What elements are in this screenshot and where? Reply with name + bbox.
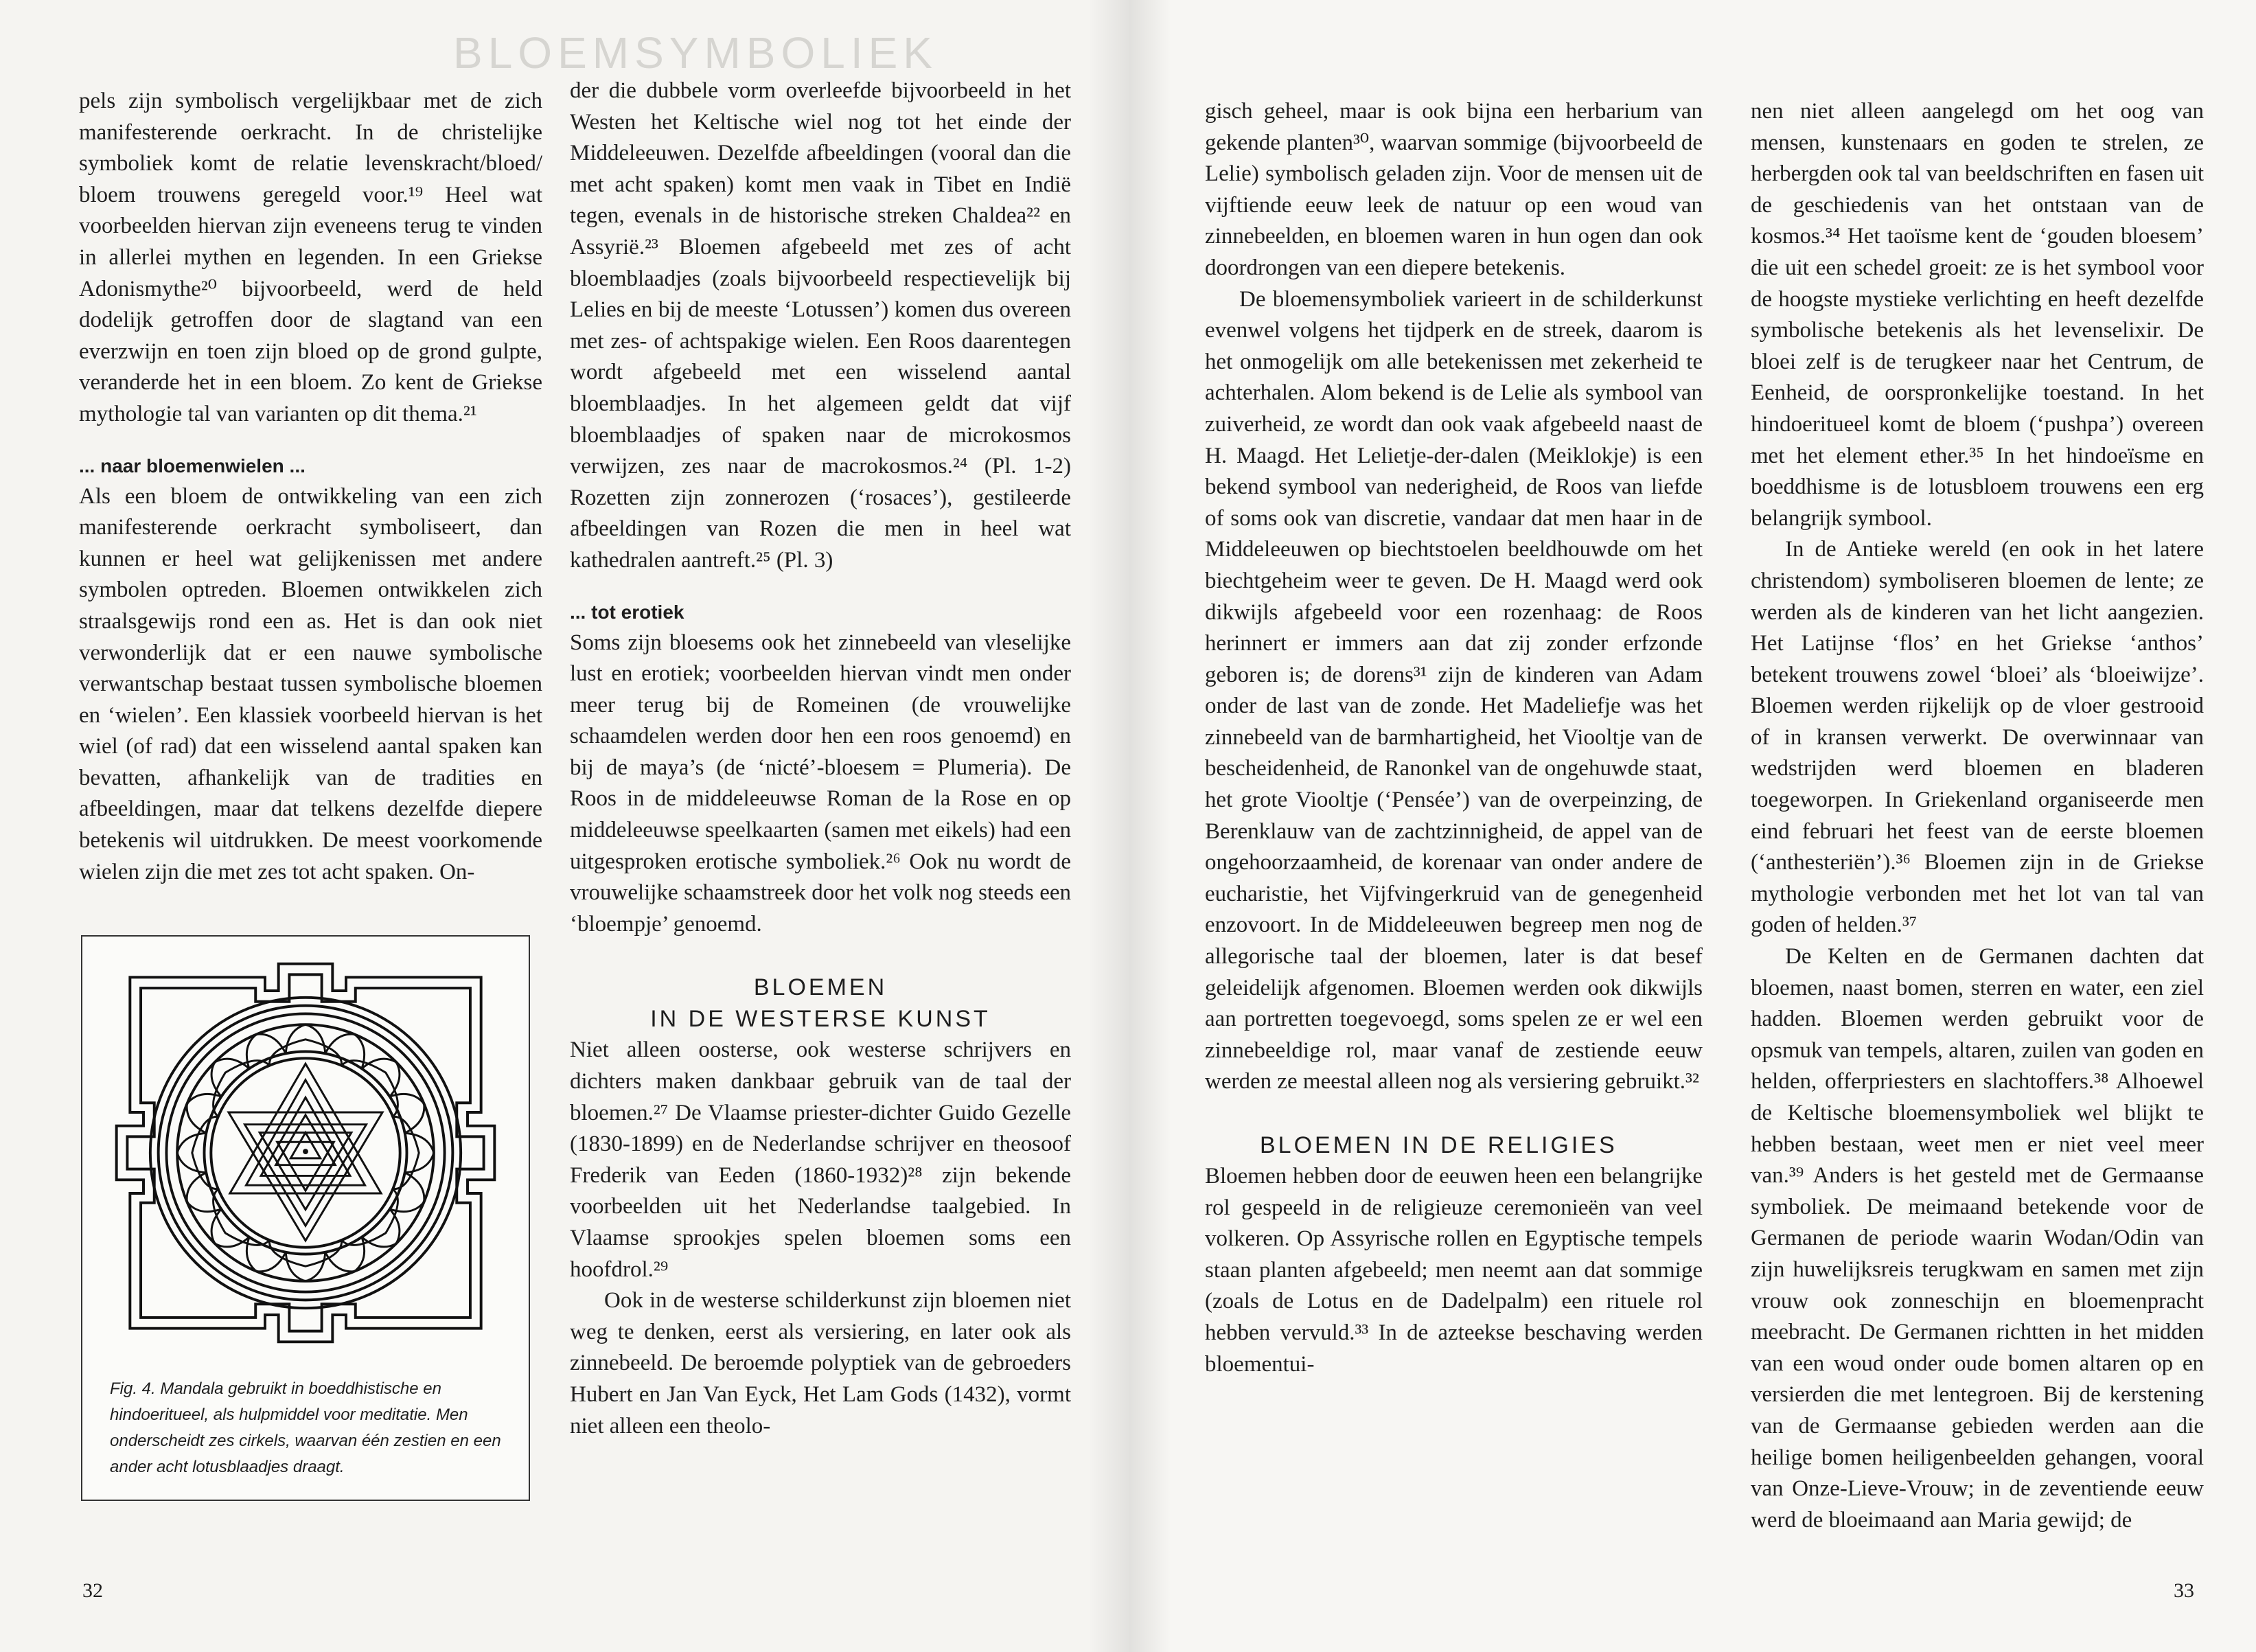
paragraph: Als een bloem de ontwikkeling van een zich manifesterende oerkracht symboliseert, dan kunnen er heel wat gelijkenissen met andere symbolen optreden. Bloemen ontwikkelen zich straalsgewijs rond een as. Het is dan ook niet verwonderlijk dat er een nauwe symbolische verwantschap bestaat tussen symbolische bloemen en ‘wielen’. Een klassiek voorbeeld hiervan is het wiel (of rad) dat een wisselend aantal spaken kan bevatten, afhankelijk van de tradities en afbeeldingen, maar dat telkens dezelfde diepere betekenis wil uitdrukken. De meest voorkomende wielen zijn die met zes tot acht spaken. On-: [79, 483, 542, 884]
right-column-1: [1205, 96, 1703, 1380]
subheading-erotiek: ... tot erotiek: [570, 601, 684, 623]
gutter-shadow: [1129, 0, 1171, 1652]
left-column-2: [570, 76, 1071, 1442]
section-heading: BLOEMEN IN DE RELIGIES: [1260, 1132, 1618, 1158]
page-number: 32: [82, 1579, 103, 1602]
right-page: [1129, 0, 2256, 1652]
ghost-running-header: BLOEMSYMBOLIEK: [453, 28, 938, 78]
left-column-1: [79, 86, 542, 888]
section-heading-line1: BLOEMEN: [753, 974, 888, 1001]
right-column-2: [1751, 96, 2204, 1536]
figure-caption: Fig. 4. Mandala gebruikt in boeddhistische en hindoeritueel, als hulpmiddel voor meditatie. Men onderscheidt zes cirkels, waarvan één zestien en een ander acht lotusblaadjes draagt.: [110, 1379, 501, 1476]
paragraph: De Kelten en de Germanen dachten dat bloemen, naast bomen, sterren en water, een ziel hadden. Bloemen werden gebruikt voor de opsmuk van tempels, altaren, zuilen van goden en helden, offerpriesters en slachtoffers.³⁸ Alhoewel de Keltische bloemensymboliek wel blijkt te hebben bestaan, weet men er niet veel meer van.³⁹ Anders is het gesteld met de Germaanse symboliek. De meimaand betekende voor de Germanen de periode waarin Wodan/Odin van zijn huwelijksreis terugkwam en samen met zijn vrouw ook zonneschijn en bloemenpracht meebracht. De Germanen richtten in het midden van een woud onder oude bomen altaren op en versierden die met lentegroen. Bij de kerstening van de Germaanse gebieden werden aan die heilige bomen heiligenbeelden gehangen, vooral van Onze-Lieve-Vrouw; in de zeventiende eeuw werd de bloeimaand aan Maria gewijd; de: [1751, 944, 2204, 1533]
gutter-shadow: [1088, 0, 1129, 1652]
paragraph: nen niet alleen aangelegd om het oog van mensen, kunstenaars en goden te strelen, ze herbergden ook tal van beeldschriften en fasen uit de geschiedenis van het ontstaan van de kosmos.³⁴ Het taoïsme kent de ‘gouden bloesem’ die uit een schedel groeit: ze is het symbool voor de hoogste mystieke verlichting en heeft dezelfde symbolische betekenis als het levenselixir. De bloei zelf is de terugkeer naar het Centrum, de Eenheid, de oorspronkelijke toestand. In het hindoeritueel komt de bloem (‘pushpa’) overeen met het element ether.³⁵ In het hindoeïsme en boeddhisme is de lotusbloem trouwens een erg belangrijk symbool.: [1751, 99, 2204, 531]
mandala-illustration: [103, 950, 508, 1355]
page-number: 33: [2174, 1579, 2194, 1602]
paragraph: Ook in de westerse schilderkunst zijn bloemen niet weg te denken, eerst als versiering, en later ook als zinnebeeld. De beroemde polyptiek van de gebroeders Hubert en Jan Van Eyck, Het Lam Gods (1432), vormt niet alleen een theolo-: [570, 1288, 1071, 1438]
subheading-bloemenwielen: ... naar bloemenwielen ...: [79, 455, 306, 477]
paragraph: der die dubbele vorm overleefde bijvoorbeeld in het Westen het Keltische wiel nog tot het einde der Middeleeuwen. Dezelfde afbeeldingen (vooral dan die met acht spaken) komt men vaak in Tibet en Indië tegen, evenals in de historische streken Chaldea²² en Assyrië.²³ Bloemen afgebeeld met zes of acht bloemblaadjes (zoals bijvoorbeeld respectievelijk bij Lelies en bij de meeste ‘Lotussen’) komen dus overeen met zes- of achtspakige wielen. Een Roos daarentegen wordt afgebeeld met een wisselend aantal bloemblaadjes. In het algemeen geldt dat vijf bloemblaadjes of spaken naar de microkosmos verwijzen, zes naar de macrokosmos.²⁴ (Pl. 1-2) Rozetten zijn zonnerozen (‘rosaces’), gestileerde afbeeldingen van Rozen die men in heel wat kathedralen aantreft.²⁵ (Pl. 3): [570, 78, 1071, 573]
paragraph: Bloemen hebben door de eeuwen heen een belangrijke rol gespeeld in de religieuze ceremonieën van veel volkeren. Op Assyrische rollen en Egyptische tempels staan planten afgebeeld; men neemt aan dat sommige (zoals de Lotus en de Dadelpalm) een rituele rol hebben vervuld.³³ In de azteekse beschaving werden bloementui-: [1205, 1164, 1703, 1377]
paragraph: In de Antieke wereld (en ook in het latere christendom) symboliseren bloemen de lente; ze werden als de kinderen van het licht aangezien. Het Latijnse ‘flos’ en het Griekse ‘anthos’ betekent trouwens zowel ‘bloei’ als ‘bloeiwijze’. Bloemen werden rijkelijk op de vloer gestrooid of in kransen verwerkt. De overwinnaar van wedstrijden werd bloemen en bladeren toegeworpen. In Griekenland organiseerde men eind februari het feest van de eerste bloemen (‘anthesteriën’).³⁶ Bloemen zijn in de Griekse mythologie verbonden met het lot van tal van goden of helden.³⁷: [1751, 537, 2204, 938]
paragraph: pels zijn symbolisch vergelijkbaar met de zich manifesterende oerkracht. In de christelijke symboliek komt de relatie levenskracht/bloed/ bloem trouwens geregeld voor.¹⁹ Heel wat voorbeelden hiervan zijn eveneens terug te vinden in allerlei mythen en legenden. In een Griekse Adonismythe²⁰ bijvoorbeeld, werd de held dodelijk getroffen door de slagtand van een everzwijn en toen zijn bloed op de grond gulpte, veranderde het in een bloem. Zo kent de Griekse mythologie tal van varianten op dit thema.²¹: [79, 89, 542, 426]
paragraph: De bloemensymboliek varieert in de schilderkunst evenwel volgens het tijdperk en de streek, daarom is het onmogelijk om alle betekenissen met zekerheid te achterhalen. Alom bekend is de Lelie als symbool van zuiverheid, ze wordt dan ook vaak afgebeeld naast de H. Maagd. Het Lelietje-der-dalen (Meiklokje) is een bekend symbool van nederigheid, de Roos van liefde of soms ook van discretie, vandaar dat men haar in de Middeleeuwen op biechtstoelen beeldhouwde om het biechtgeheim weer te geven. De H. Maagd werd ook dikwijls afgebeeld voor een rozenhaag: de Roos herinnert er immers aan dat zij zonder erfzonde geboren is; de dorens³¹ zijn de kinderen van Adam onder de last van de zonde. Het Madeliefje was het zinnebeeld van de barmhartigheid, het Viooltje van de bescheidenheid, de Ranonkel van de ongehuwde staat, het grote Viooltje (‘Pensée’) van de overpeinzing, de Berenklauw van de zachtzinnigheid, de appel van de ongehoorzaamheid, de korenaar van onder andere de eucharistie, het Vijfvingerkruid van de genegenheid enzovoort. In de Middeleeuwen begreep men nog de allegorische taal der bloemen, later is dat besef geleidelijk afgenomen. Bloemen werden ook dikwijls aan portretten toegevoegd, soms spelen ze er wel een zinnebeeldige rol, maar vanaf de zestiende eeuw werden ze meestal alleen nog als versiering gebruikt.³²: [1205, 286, 1703, 1094]
paragraph: Niet alleen oosterse, ook westerse schrijvers en dichters maken dankbaar gebruik van de taal der bloemen.²⁷ De Vlaamse priester-dichter Guido Gezelle (1830-1899) en de Nederlandse schrijver en theosoof Frederik van Eeden (1860-1932)²⁸ zijn bekende voorbeelden uit het Nederlandse taalgebied. In Vlaamse sprookjes spelen bloemen soms een hoofdrol.²⁹: [570, 1037, 1071, 1282]
figure-mandala: [81, 935, 530, 1501]
section-heading-line2: IN DE WESTERSE KUNST: [650, 1006, 991, 1033]
paragraph: Soms zijn bloesems ook het zinnebeeld van vleselijke lust en erotiek; voorbeelden hiervan vindt men onder meer terug bij de Romeinen (de vrouwelijke schaamdelen werden door hen een roos genoemd) en bij de maya’s (de ‘nicté’-bloesem = Plumeria). De Roos in de middeleeuwse Roman de la Rose en op middeleeuwse speelkaarten (samen met eikels) had een uitgesproken erotische symboliek.²⁶ Ook nu wordt de vrouwelijke schaamstreek door het volk nog steeds een ‘bloempje’ genoemd.: [570, 630, 1071, 937]
paragraph: gisch geheel, maar is ook bijna een herbarium van gekende planten³⁰, waarvan sommige (bijvoorbeeld de Lelie) symbolisch geladen zijn. Voor de mensen uit de vijftiende eeuw leek de natuur op een woud van zinnebeelden, en bloemen waren in hun ogen dan ook doordrongen van een diepere betekenis.: [1205, 99, 1703, 280]
